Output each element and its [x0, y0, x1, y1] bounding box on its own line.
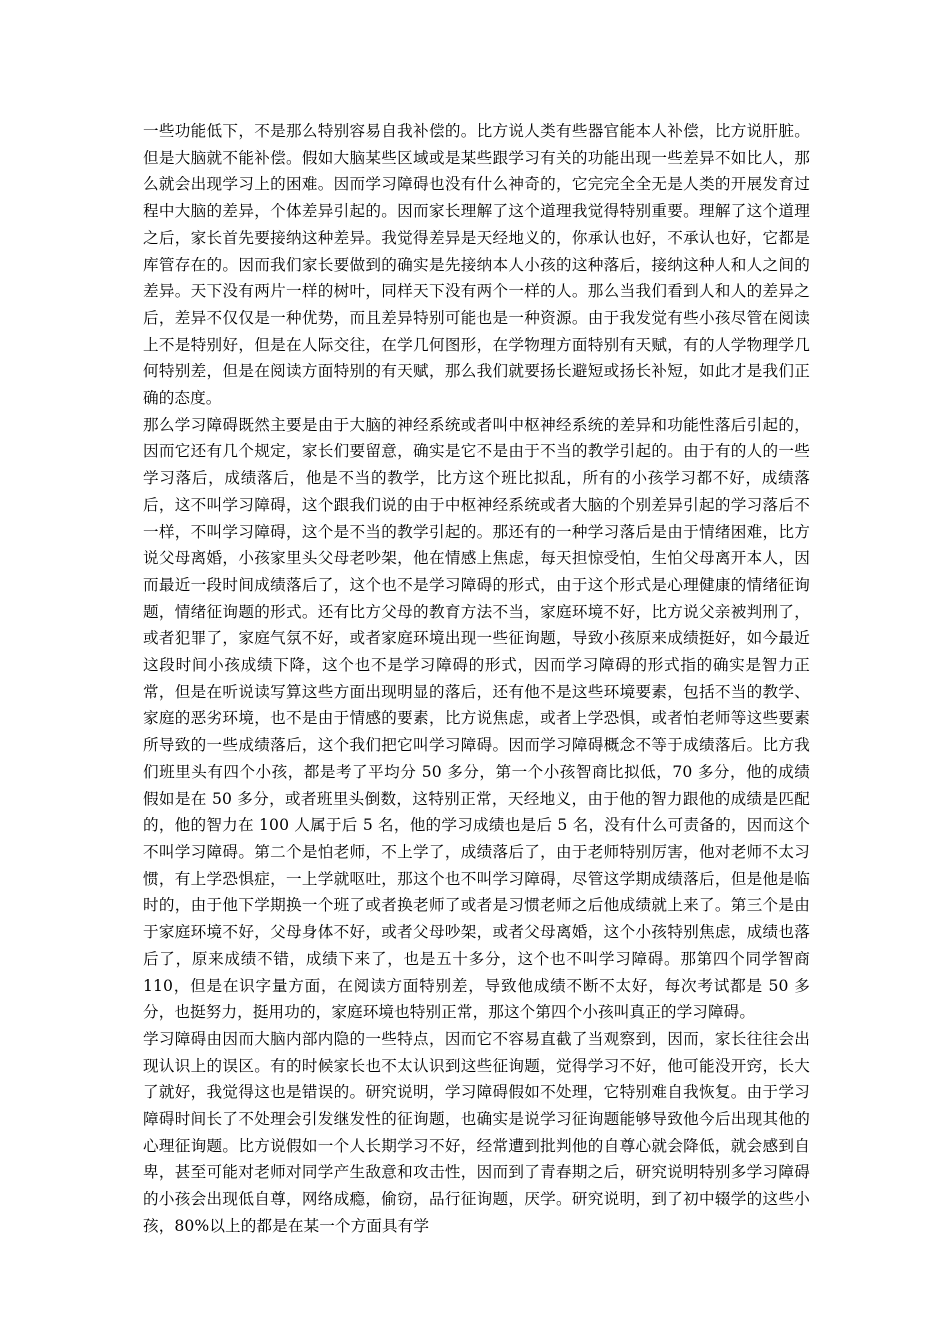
paragraph: 学习障碍由因而大脑内部内隐的一些特点，因而它不容易直截了当观察到，因而，家长往往会出现认识上的误区。有的时候家长也不太认识到这些征询题，觉得学习不好，他可能没开窍，长大了就好，我觉得这也是错误的。研究说明，学习障碍假如不处理，它特别难自我恢复。由于学习障碍时间长了不处理会引发继发性的征询题，也确实是说学习征询题能够导致他今后出现其他的心理征询题。比方说假如一个人长期学习不好，经常遭到批判他的自尊心就会降低，就会感到自卑，甚至可能对老师对同学产生敌意和攻击性，因而到了青春期之后，研究说明特别多学习障碍的小孩会出现低自尊，网络成瘾，偷窃，品行征询题，厌学。研究说明，到了初中辍学的这些小孩，80%以上的都是在某一个方面具有学 — [143, 1029, 810, 1235]
paragraph: 一些功能低下，不是那么特别容易自我补偿的。比方说人类有些器官能本人补偿，比方说肝脏。但是大脑就不能补偿。假如大脑某些区域或是某些跟学习有关的功能出现一些差异不如比人，那么就会出现学习上的困难。因而学习障碍也没有什么神奇的，它完完全全无是人类的开展发育过程中大脑的差异，个体差异引起的。因而家长理解了这个道理我觉得特别重要。理解了这个道理之后，家长首先要接纳这种差异。我觉得差异是天经地义的，你承认也好，不承认也好，它都是库管存在的。因而我们家长要做到的确实是先接纳本人小孩的这种落后，接纳这种人和人之间的差异。天下没有两片一样的树叶，同样天下没有两个一样的人。那么当我们看到人和人的差异之后，差异不仅仅是一种优势，而且差异特别可能也是一种资源。由于我发觉有些小孩尽管在阅读上不是特别好，但是在人际交往，在学几何图形，在学物理方面特别有天赋，有的人学物理学几何特别差，但是在阅读方面特别的有天赋，那么我们就要扬长避短或扬长补短，如此才是我们正确的态度。 — [143, 122, 810, 408]
paragraph: 那么学习障碍既然主要是由于大脑的神经系统或者叫中枢神经系统的差异和功能性落后引起的，因而它还有几个规定，家长们要留意，确实是它不是由于不当的教学引起的。由于有的人的一些学习落后，成绩落后，他是不当的教学，比方这个班比拟乱，所有的小孩学习都不好，成绩落后，这不叫学习障碍，这个跟我们说的由于中枢神经系统或者大脑的个别差异引起的学习落后不一样，不叫学习障碍，这个是不当的教学引起的。那还有的一种学习落后是由于情绪困难，比方说父母离婚，小孩家里头父母老吵架，他在情感上焦虑，每天担惊受怕，生怕父母离开本人，因而最近一段时间成绩落后了，这个也不是学习障碍的形式，由于这个形式是心理健康的情绪征询题，情绪征询题的形式。还有比方父母的教育方法不当，家庭环境不好，比方说父亲被判刑了，或者犯罪了，家庭气氛不好，或者家庭环境出现一些征询题，导致小孩原来成绩挺好，如今最近这段时间小孩成绩下降，这个也不是学习障碍的形式，因而学习障碍的形式指的确实是智力正常，但是在听说读写算这些方面出现明显的落后，还有他不是这些环境要素，包括不当的教学、家庭的恶劣环境，也不是由于情感的要素，比方说焦虑，或者上学恐惧，或者怕老师等这些要素所导致的一些成绩落后，这个我们把它叫学习障碍。因而学习障碍概念不等于成绩落后。比方我们班里头有四个小孩，都是考了平均分 50 多分，第一个小孩智商比拟低，70 多分，他的成绩假如是在 50 多分，或者班里头倒数，这特别正常，天经地义，由于他的智力跟他的成绩是匹配的，他的智力在 100 人属于后 5 名，他的学习成绩也是后 5 名，没有什么可责备的，因而这个不叫学习障碍。第二个是怕老师，不上学了，成绩落后了，由于老师特别厉害，他对老师不太习惯，有上学恐惧症，一上学就呕吐，那这个也不叫学习障碍，尽管这学期成绩落后，但是他是临时的，由于他下学期换一个班了或者换老师了或者是习惯老师之后他成绩就上来了。第三个是由于家庭环境不好，父母身体不好，或者父母吵架，或者父母离婚，这个小孩特别焦虑，成绩也落后了，原来成绩不错，成绩下来了，也是五十多分，这个也不叫学习障碍。那第四个同学智商 110，但是在识字量方面，在阅读方面特别差，导致他成绩不断不太好，每次考试都是 50 多分，也挺努力，挺用功的，家庭环境也特别正常，那这个第四个小孩叫真正的学习障碍。 — [143, 415, 810, 1022]
document-body — [143, 118, 810, 1240]
